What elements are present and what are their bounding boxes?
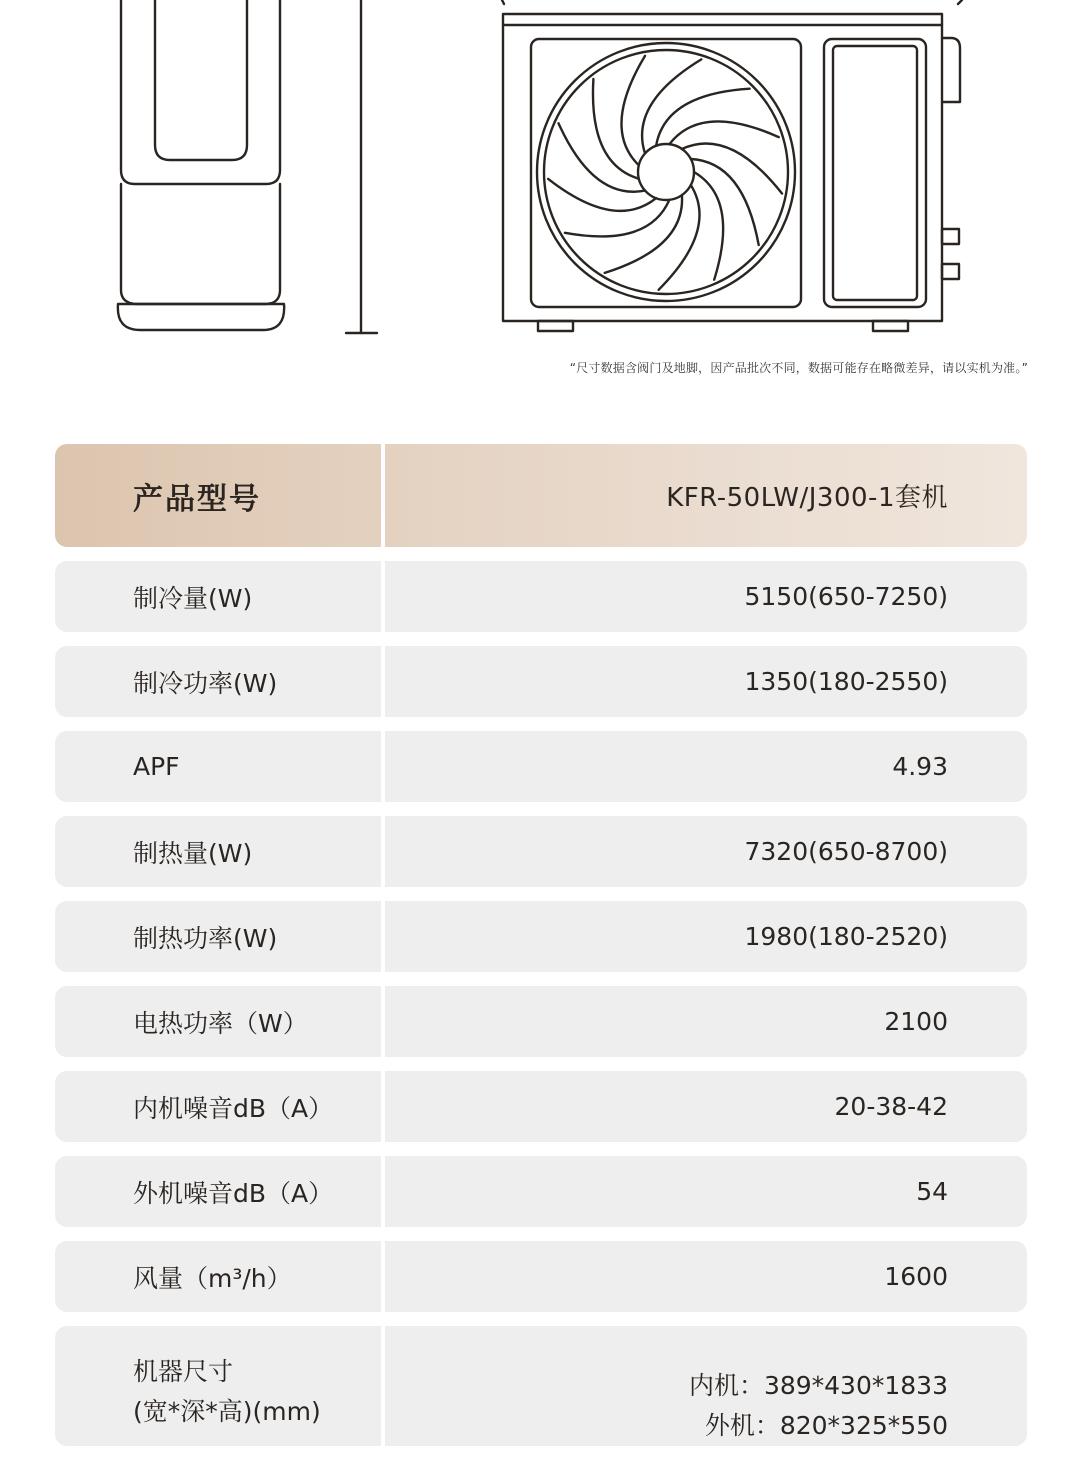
spec-header-row	[55, 444, 1027, 547]
spec-row-electric-heating-power	[55, 986, 1027, 1057]
spec-value: 1980(180-2520)	[744, 922, 948, 951]
spec-label: 外机噪音dB（A）	[133, 1178, 334, 1208]
spec-row-heating-power	[55, 901, 1027, 972]
spec-row-dimensions	[55, 1326, 1027, 1446]
column-divider	[381, 1071, 385, 1142]
spec-row-airflow	[55, 1241, 1027, 1312]
spec-label: APF	[133, 752, 180, 781]
spec-value: 20-38-42	[834, 1092, 948, 1121]
dimension-disclaimer-note: “尺寸数据含阀门及地脚，因产品批次不同，数据可能存在略微差异，请以实机为准。”	[569, 361, 1028, 375]
spec-table	[55, 444, 1027, 1460]
dimensions-label-line2: (宽*深*高)(mm)	[133, 1397, 321, 1426]
fan-blade	[691, 159, 759, 245]
column-divider	[381, 1156, 385, 1227]
fan-blade	[642, 59, 701, 153]
spec-row-cooling-power	[55, 646, 1027, 717]
spec-label: 风量（m³/h）	[133, 1263, 292, 1293]
column-divider	[381, 561, 385, 632]
column-divider	[381, 1326, 385, 1446]
spec-row-heating-capacity	[55, 816, 1027, 887]
fan-blade	[593, 79, 639, 179]
spec-value: 7320(650-8700)	[744, 837, 948, 866]
spec-value: 2100	[884, 1007, 948, 1036]
fan-blade	[669, 121, 778, 144]
fan-icon	[537, 43, 795, 301]
spec-label: 制热功率(W)	[133, 923, 278, 953]
fan-blade	[656, 89, 750, 146]
column-divider	[381, 444, 385, 547]
spec-value: 4.93	[892, 752, 948, 781]
spec-row-cooling-capacity	[55, 561, 1027, 632]
indoor-dimensions-value: 内机：389*430*1833	[688, 1371, 948, 1400]
spec-row-apf	[55, 731, 1027, 802]
outdoor-dimensions-value: 外机：820*325*550	[704, 1411, 948, 1440]
column-divider	[381, 816, 385, 887]
column-divider	[381, 731, 385, 802]
spec-label: 内机噪音dB（A）	[133, 1093, 334, 1123]
fan-blade	[621, 56, 645, 165]
spec-value: 1600	[884, 1262, 948, 1291]
spec-label: 制热量(W)	[133, 838, 253, 868]
spec-header-label: 产品型号	[133, 481, 261, 517]
fan-blade	[682, 143, 782, 193]
column-divider	[381, 1241, 385, 1312]
spec-label: 电热功率（W）	[133, 1008, 308, 1038]
spec-header-value: KFR-50LW/J300-1套机	[666, 483, 948, 513]
spec-row-indoor-noise	[55, 1071, 1027, 1142]
spec-row-outdoor-noise	[55, 1156, 1027, 1227]
outdoor-unit-drawing-icon	[502, 0, 962, 331]
column-divider	[381, 646, 385, 717]
dimensions-label-line1: 机器尺寸	[133, 1357, 234, 1386]
indoor-unit-drawing-icon	[118, 0, 284, 330]
spec-label: 制冷功率(W)	[133, 668, 278, 698]
spec-label	[133, 1326, 373, 1446]
spec-value	[388, 1326, 948, 1446]
height-dimension-line	[346, 0, 377, 333]
column-divider	[381, 986, 385, 1057]
product-illustration	[0, 0, 1080, 350]
spec-value: 54	[916, 1177, 948, 1206]
spec-value: 1350(180-2550)	[744, 667, 948, 696]
column-divider	[381, 901, 385, 972]
spec-value: 5150(650-7250)	[744, 582, 948, 611]
spec-label: 制冷量(W)	[133, 583, 253, 613]
fan-blade	[565, 200, 670, 237]
